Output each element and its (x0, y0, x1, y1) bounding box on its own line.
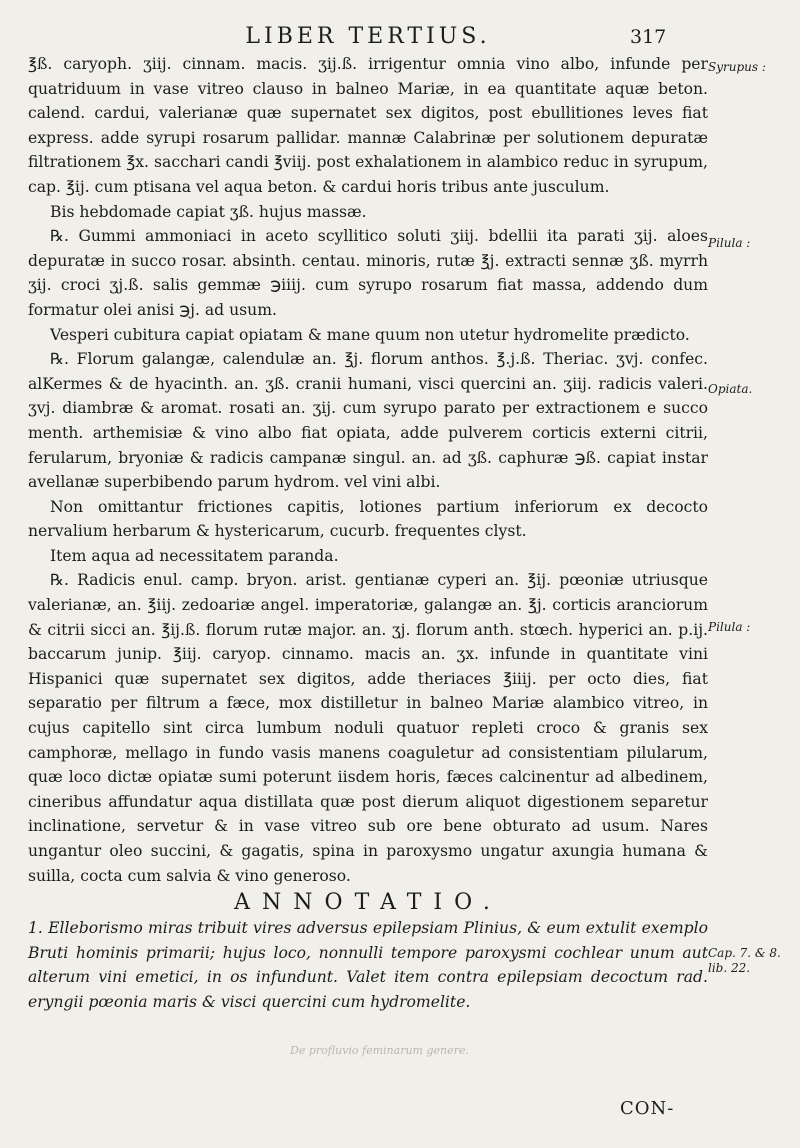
margin-note-pilula-second: Pilula : (708, 620, 751, 634)
catchword: CON- (620, 1098, 675, 1119)
margin-note-syrupus: Syrupus : (708, 60, 766, 74)
running-title: LIBER TERTIUS. (245, 24, 491, 49)
paragraph-frictions: Non omittantur frictiones capitis, lotiones partium inferiorum ex decocto nervalium herbarum & hystericarum, cucurb. frequentes clyst. (28, 497, 708, 541)
page-number: 317 (630, 26, 667, 48)
paragraph-syrup: ℥ß. caryoph. ʒiij. cinnam. macis. ʒij.ß. irrigentur omnia vino albo, infunde per quatriduum in vase vitreo clauso in balneo Mariæ, in ea quantitate aquæ beton. calend. cardui, valerianæ quæ supernatet sex digitos, post ebullitiones leves fiat express. adde syrupi rosarum pallidar. mannæ Calabrinæ per solutionem depuratæ filtrationem ℥x. sacchari candi ℥viij. post exhalationem in alambico reduc in syrupum, cap. ℥ij. cum ptisana vel aqua beton. & cardui horis tribus ante jusculum. (28, 55, 708, 196)
paragraph-pill-recipe: ℞. Gummi ammoniaci in aceto scyllitico soluti ʒiij. bdellii ita parati ʒij. aloes depuratæ in succo rosar. absinth. centau. minoris, rutæ ℥j. extracti sennæ ʒß. myrrh ʒij. croci ʒj.ß. salis gemmæ ℈iiij. cum syrupo rosarum fiat massa, addendo dum formatur olei anisi ℈j. ad usum. (28, 227, 708, 319)
margin-note-pilula: Pilula : (708, 236, 751, 250)
paragraph-dose: Bis hebdomade capiat ʒß. hujus massæ. (50, 202, 367, 221)
paragraph-opiata-recipe: ℞. Florum galangæ, calendulæ an. ℥j. florum anthos. ℥.j.ß. Theriac. ʒvj. confec. alKermes & de hyacinth. an. ʒß. cranii humani, visci quercini an. ʒiij. radicis valeri. ʒvj. diambræ & aromat. rosati an. ʒij. cum syrupo parato per extractionem e succo menth. arthemisiæ & vino albo fiat opiata, adde pulverem corticis externi citrii, ferularum, bryoniæ & radicis campanæ singul. an. ad ʒß. caphuræ ℈ß. capiat instar avellanæ superbibendo parum hydrom. vel vini albi. (28, 350, 708, 492)
main-text (28, 52, 708, 1015)
margin-note-reference: Cap. 7. & 8. lib. 22. (708, 946, 781, 975)
annotation-text: 1. Elleborismo miras tribuit vires adversus epilepsiam Plinius, & eum extulit exemplo Bruti hominis primarii; hujus loco, nonnulli tempore paroxysmi cochlear unum aut alterum vini emetici, in os infundunt. Valet item contra epilepsiam decoctum rad. eryngii pœonia maris & visci quercini cum hydromelite. (28, 919, 708, 1011)
margin-note-opiata: Opiata. (708, 382, 753, 396)
paragraph-radicis-recipe: ℞. Radicis enul. camp. bryon. arist. gentianæ cyperi an. ℥ij. pœoniæ utriusque valerianæ, an. ℥iij. zedoariæ angel. imperatoriæ, galangæ an. ℥j. corticis aranciorum & citrii sicci an. ℥ij.ß. florum rutæ major. an. ʒj. florum anth. stœch. hyperici an. p.ij. baccarum junip. ℥iij. caryop. cinnamo. macis an. ʒx. infunde in quantitate vini Hispanici quæ supernatet sex digitos, adde theriaces ℥iiij. per octo dies, fiat separatio per filtrum a fæce, mox distilletur in balneo Mariæ alambico vitreo, in cujus capitello sint circa lumbum noduli quatuor repleti croco & granis sex camphoræ, mellago in fundo vasis manens coaguletur ad consistentiam pilularum, quæ loco dictæ opiatæ sumi poterunt iisdem horis, fæces calcinentur ad albedinem, cineribus affundatur aqua distillata quæ post dierum aliquot digestionem separetur inclinatione, servetur & in vase vitreo sub ore bene obturato ad usum. Nares ungantur oleo succini, & gagatis, spina in paroxysmo ungatur axungia humana & suilla, cocta cum salvia & vino generoso. (28, 571, 708, 885)
paragraph-evening: Vesperi cubitura capiat opiatam & mane quum non utetur hydromelite prædicto. (50, 325, 690, 344)
annotation-heading: ANNOTATIO. (234, 890, 502, 916)
bleed-through-text: De profluvio feminarum genere. (290, 1044, 469, 1057)
paragraph-aqua: Item aqua ad necessitatem paranda. (50, 546, 339, 565)
